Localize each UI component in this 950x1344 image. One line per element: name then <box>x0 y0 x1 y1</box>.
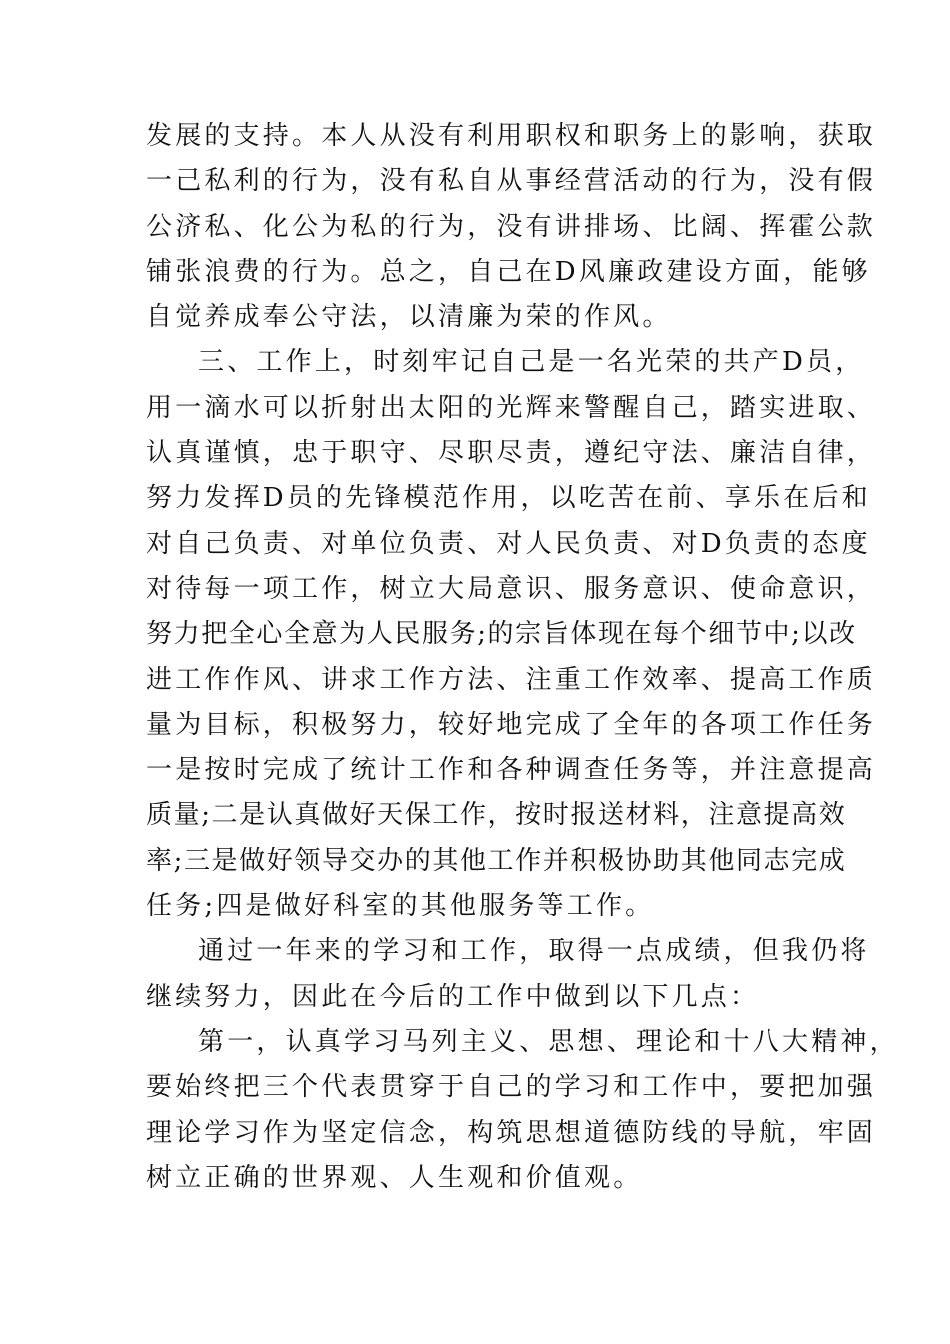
text-line: 对待每一项工作，树立大局意识、服务意识、使命意识， <box>146 573 877 604</box>
text-line: 率;三是做好领导交办的其他工作并积极协助其他同志完成 <box>146 845 847 876</box>
text-line: 质量;二是认真做好天保工作，按时报送材料，注意提高效 <box>146 800 847 831</box>
text-line: 理论学习作为坚定信念，构筑思想道德防线的导航，牢固 <box>146 1117 877 1148</box>
document-body <box>146 114 899 1201</box>
text-line: 努力把全心全意为人民服务;的宗旨体现在每个细节中;以改 <box>146 619 857 650</box>
text-line: 铺张浪费的行为。总之，自己在D风廉政建设方面，能够 <box>146 256 871 287</box>
text-line: 任务;四是做好科室的其他服务等工作。 <box>146 891 655 922</box>
text-line: 要始终把三个代表贯穿于自己的学习和工作中，要把加强 <box>146 1072 877 1103</box>
text-line: 公济私、化公为私的行为，没有讲排场、比阔、挥霍公款 <box>146 211 877 242</box>
text-line: 进工作作风、讲求工作方法、注重工作效率、提高工作质 <box>146 664 877 695</box>
text-line: 继续努力，因此在今后的工作中做到以下几点： <box>146 981 760 1012</box>
text-line: 努力发挥D员的先锋模范作用，以吃苦在前、享乐在后和 <box>146 483 871 514</box>
text-line: 一是按时完成了统计工作和各种调查任务等，并注意提高 <box>146 755 877 786</box>
text-line: 树立正确的世界观、人生观和价值观。 <box>146 1162 643 1193</box>
text-line: 用一滴水可以折射出太阳的光辉来警醒自己，踏实进取、 <box>146 392 877 423</box>
text-line: 一己私利的行为，没有私自从事经营活动的行为，没有假 <box>146 166 877 197</box>
text-line: 对自己负责、对单位负责、对人民负责、对D负责的态度 <box>146 528 871 559</box>
text-line: 量为目标，积极努力，较好地完成了全年的各项工作任务 <box>146 709 877 740</box>
paragraph-start-line: 第一，认真学习马列主义、思想、理论和十八大精神， <box>198 1026 899 1057</box>
text-line: 认真谨慎，忠于职守、尽职尽责，遵纪守法、廉洁自律， <box>146 438 877 469</box>
paragraph-start-line: 通过一年来的学习和工作，取得一点成绩，但我仍将 <box>198 936 870 967</box>
paragraph-start-line: 三、工作上，时刻牢记自己是一名光荣的共产D员， <box>198 347 865 378</box>
text-line: 发展的支持。本人从没有利用职权和职务上的影响，获取 <box>146 121 877 151</box>
text-line: 自觉养成奉公守法，以清廉为荣的作风。 <box>146 302 672 333</box>
